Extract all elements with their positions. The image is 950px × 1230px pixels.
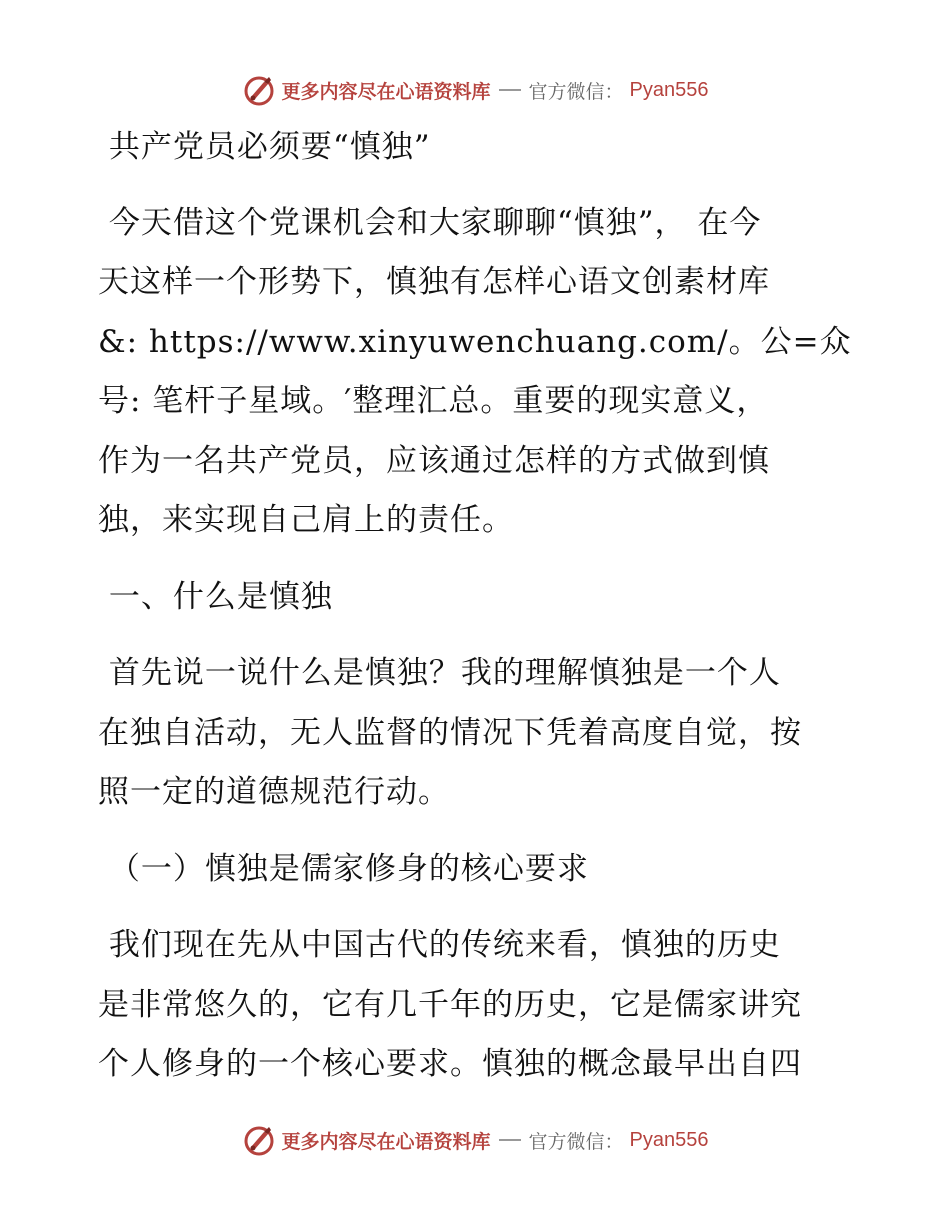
text-line: 号: 笔杆子星域。′整理汇总。重要的现实意义， [98,383,769,419]
text-line: 独，来实现自己肩上的责任。 [98,502,514,538]
banner-divider [499,1139,521,1141]
subsection1-paragraph [98,916,858,1095]
footer-watermark-banner [0,1120,950,1160]
text-line: 首先说一说什么是慎独？我的理解慎独是一个人 [98,655,781,691]
section1-paragraph [98,644,858,823]
intro-paragraph [98,194,858,551]
wechat-id: Pyan556 [629,78,709,101]
text-line: &: https://www.xinyuwenchuang.com/。公=众 [98,323,852,360]
text-line: 我们现在先从中国古代的传统来看，慎独的历史 [98,927,781,963]
text-line: 照一定的道德规范行动。 [98,774,450,810]
subsection-heading: （一）慎独是儒家修身的核心要求 [98,850,589,887]
text-line: 在独自活动，无人监督的情况下凭着高度自觉，按 [98,714,802,751]
text-line: 个人修身的一个核心要求。慎独的概念最早出自四 [98,1046,802,1082]
document-title: 共产党员必须要“慎独” [98,129,431,165]
banner-divider [499,89,521,91]
text-line: 是非常悠久的，它有几千年的历史，它是儒家讲究 [98,986,802,1023]
official-label: 官方微信： [528,80,624,103]
brand-text: 更多内容尽在心语资料库 [281,80,491,103]
brush-logo-icon [242,73,276,107]
text-line: 作为一名共产党员，应该通过怎样的方式做到慎 [98,442,770,479]
brand-text: 更多内容尽在心语资料库 [281,1130,491,1153]
section-heading: 一、什么是慎独 [98,578,333,615]
text-line: 天这样一个形势下，慎独有怎样心语文创素材库 [98,264,770,300]
brush-logo-icon [242,1123,276,1157]
document-body [98,118,858,1095]
header-watermark-banner [0,70,950,110]
wechat-id: Pyan556 [629,1128,709,1151]
text-line: 今天借这个党课机会和大家聊聊“慎独”， 在今 [98,204,762,241]
official-label: 官方微信： [528,1130,624,1153]
